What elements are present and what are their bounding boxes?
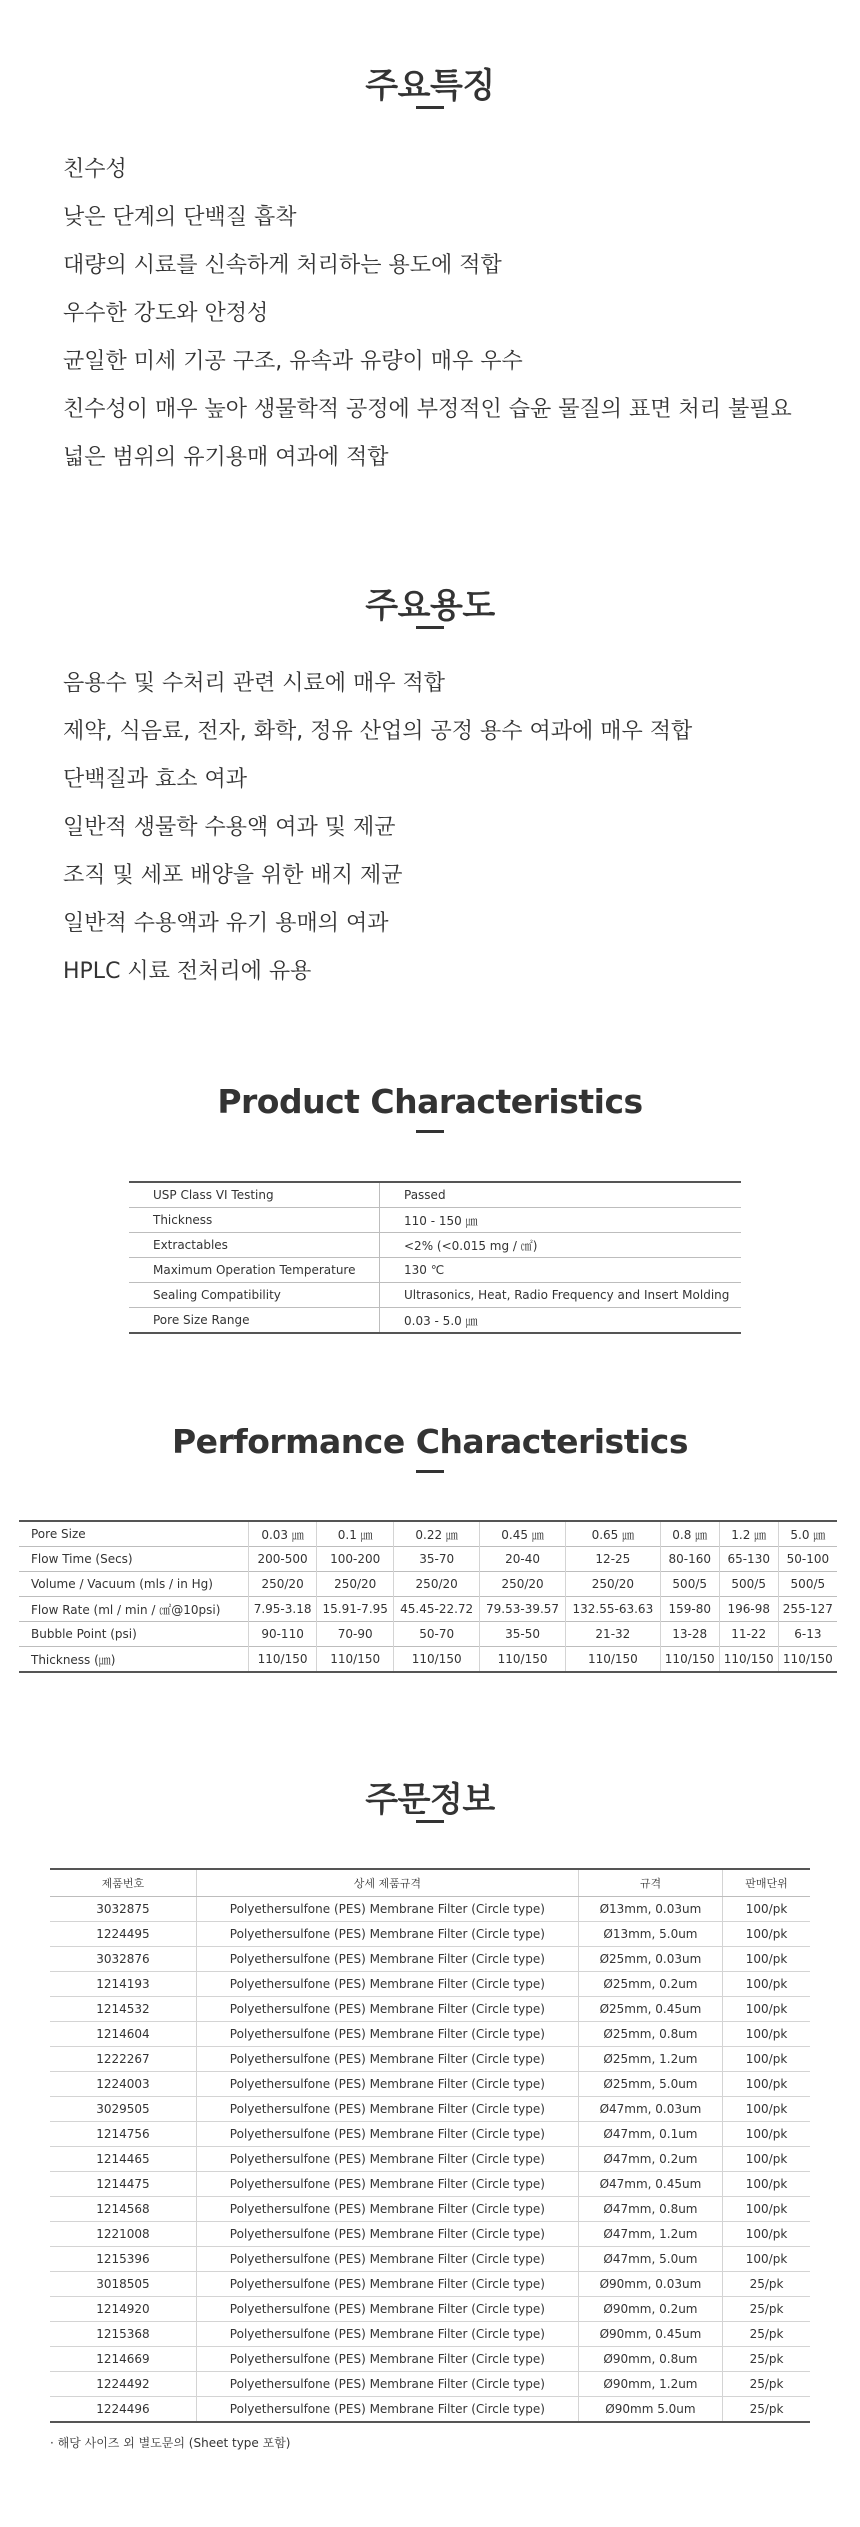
product-size: Ø47mm, 0.45um — [578, 2172, 722, 2197]
performance-characteristics-table — [19, 1520, 837, 1673]
sales-unit: 25/pk — [723, 2347, 810, 2372]
table-row — [50, 2097, 810, 2122]
performance-value: 0.45 ㎛ — [480, 1521, 566, 1547]
product-spec: Polyethersulfone (PES) Membrane Filter (Circle type) — [196, 2347, 578, 2372]
performance-key: Flow Rate (ml / min / ㎠@10psi) — [19, 1597, 249, 1622]
performance-value: 250/20 — [480, 1572, 566, 1597]
performance-value: 255-127 — [778, 1597, 837, 1622]
sales-unit: 100/pk — [723, 2072, 810, 2097]
performance-value: 65-130 — [719, 1547, 778, 1572]
product-spec: Polyethersulfone (PES) Membrane Filter (Circle type) — [196, 1972, 578, 1997]
uses-title: 주요용도 — [365, 586, 495, 626]
features-title: 주요특징 — [365, 66, 495, 106]
performance-value: 70-90 — [317, 1622, 394, 1647]
product-spec: Polyethersulfone (PES) Membrane Filter (Circle type) — [196, 2047, 578, 2072]
product-key: Extractables — [129, 1233, 380, 1258]
product-spec: Polyethersulfone (PES) Membrane Filter (Circle type) — [196, 2097, 578, 2122]
performance-key: Volume / Vacuum (mls / in Hg) — [19, 1572, 249, 1597]
performance-value: 1.2 ㎛ — [719, 1521, 778, 1547]
sales-unit: 100/pk — [723, 2122, 810, 2147]
product-spec: Polyethersulfone (PES) Membrane Filter (Circle type) — [196, 2172, 578, 2197]
performance-value: 90-110 — [249, 1622, 317, 1647]
table-row — [50, 2197, 810, 2222]
uses-item: 조직 및 세포 배양을 위한 배지 제균 — [63, 863, 403, 888]
performance-value: 100-200 — [317, 1547, 394, 1572]
uses-item: HPLC 시료 전처리에 유용 — [63, 959, 312, 984]
product-spec: Polyethersulfone (PES) Membrane Filter (Circle type) — [196, 2197, 578, 2222]
product-size: Ø47mm, 0.8um — [578, 2197, 722, 2222]
product-number: 1224495 — [50, 1922, 196, 1947]
sales-unit: 25/pk — [723, 2322, 810, 2347]
table-row — [50, 1897, 810, 1922]
product-spec: Polyethersulfone (PES) Membrane Filter (Circle type) — [196, 2322, 578, 2347]
table-row — [50, 2047, 810, 2072]
product-number: 3032875 — [50, 1897, 196, 1922]
product-key: Thickness — [129, 1208, 380, 1233]
product-key: Pore Size Range — [129, 1308, 380, 1334]
header-product-spec: 상세 제품규격 — [196, 1869, 578, 1897]
table-row — [50, 1972, 810, 1997]
sales-unit: 100/pk — [723, 1922, 810, 1947]
performance-value: 159-80 — [660, 1597, 719, 1622]
features-item: 넓은 범위의 유기용매 여과에 적합 — [63, 445, 389, 470]
table-row — [50, 2122, 810, 2147]
header-size: 규격 — [578, 1869, 722, 1897]
sales-unit: 25/pk — [723, 2297, 810, 2322]
table-row — [50, 2347, 810, 2372]
table-row — [50, 2297, 810, 2322]
product-spec: Polyethersulfone (PES) Membrane Filter (Circle type) — [196, 2272, 578, 2297]
product-number: 1221008 — [50, 2222, 196, 2247]
performance-value: 250/20 — [394, 1572, 480, 1597]
product-value: 110 - 150 ㎛ — [380, 1208, 742, 1233]
product-spec: Polyethersulfone (PES) Membrane Filter (Circle type) — [196, 2372, 578, 2397]
product-size: Ø13mm, 5.0um — [578, 1922, 722, 1947]
performance-value: 35-50 — [480, 1622, 566, 1647]
product-size: Ø13mm, 0.03um — [578, 1897, 722, 1922]
uses-item: 음용수 및 수처리 관련 시료에 매우 적합 — [63, 671, 445, 696]
performance-value: 5.0 ㎛ — [778, 1521, 837, 1547]
performance-value: 0.1 ㎛ — [317, 1521, 394, 1547]
table-row — [50, 2222, 810, 2247]
sales-unit: 100/pk — [723, 2222, 810, 2247]
product-key: Maximum Operation Temperature — [129, 1258, 380, 1283]
uses-item: 제약, 식음료, 전자, 화학, 정유 산업의 공정 용수 여과에 매우 적합 — [63, 719, 693, 744]
sales-unit: 100/pk — [723, 1947, 810, 1972]
performance-value: 196-98 — [719, 1597, 778, 1622]
product-number: 1214568 — [50, 2197, 196, 2222]
performance-value: 0.22 ㎛ — [394, 1521, 480, 1547]
sales-unit: 100/pk — [723, 1997, 810, 2022]
table-row — [50, 2397, 810, 2423]
features-item: 균일한 미세 기공 구조, 유속과 유량이 매우 우수 — [63, 349, 523, 374]
product-number: 1214193 — [50, 1972, 196, 1997]
product-value: 0.03 - 5.0 ㎛ — [380, 1308, 742, 1334]
table-row — [50, 2247, 810, 2272]
product-number: 1214465 — [50, 2147, 196, 2172]
product-size: Ø25mm, 5.0um — [578, 2072, 722, 2097]
performance-value: 200-500 — [249, 1547, 317, 1572]
performance-key: Bubble Point (psi) — [19, 1622, 249, 1647]
product-spec: Polyethersulfone (PES) Membrane Filter (Circle type) — [196, 1922, 578, 1947]
product-number: 1214532 — [50, 1997, 196, 2022]
product-number: 1214669 — [50, 2347, 196, 2372]
order-title: 주문정보 — [365, 1780, 495, 1820]
product-size: Ø90mm, 1.2um — [578, 2372, 722, 2397]
sales-unit: 25/pk — [723, 2397, 810, 2423]
product-size: Ø25mm, 0.2um — [578, 1972, 722, 1997]
table-row — [19, 1622, 837, 1647]
performance-value: 110/150 — [394, 1647, 480, 1673]
product-size: Ø47mm, 5.0um — [578, 2247, 722, 2272]
product-spec: Polyethersulfone (PES) Membrane Filter (Circle type) — [196, 2122, 578, 2147]
performance-key: Thickness (㎛) — [19, 1647, 249, 1673]
product-value: <2% (<0.015 mg / ㎠) — [380, 1233, 742, 1258]
product-spec: Polyethersulfone (PES) Membrane Filter (Circle type) — [196, 2072, 578, 2097]
performance-value: 132.55-63.63 — [566, 1597, 661, 1622]
performance-value: 250/20 — [566, 1572, 661, 1597]
performance-value: 500/5 — [778, 1572, 837, 1597]
performance-value: 500/5 — [719, 1572, 778, 1597]
uses-list — [63, 660, 692, 996]
performance-value: 20-40 — [480, 1547, 566, 1572]
sales-unit: 100/pk — [723, 2147, 810, 2172]
product-size: Ø90mm 5.0um — [578, 2397, 722, 2423]
table-row — [129, 1208, 741, 1233]
performance-value: 110/150 — [480, 1647, 566, 1673]
product-number: 3032876 — [50, 1947, 196, 1972]
sales-unit: 100/pk — [723, 2022, 810, 2047]
performance-value: 110/150 — [719, 1647, 778, 1673]
performance-title-underline — [416, 1470, 444, 1473]
table-row — [50, 2147, 810, 2172]
product-spec: Polyethersulfone (PES) Membrane Filter (Circle type) — [196, 1897, 578, 1922]
table-row — [19, 1597, 837, 1622]
product-number: 1214475 — [50, 2172, 196, 2197]
product-number: 1214604 — [50, 2022, 196, 2047]
product-title: Product Characteristics — [217, 1082, 643, 1121]
product-spec: Polyethersulfone (PES) Membrane Filter (Circle type) — [196, 2297, 578, 2322]
product-spec: Polyethersulfone (PES) Membrane Filter (Circle type) — [196, 2147, 578, 2172]
performance-value: 110/150 — [317, 1647, 394, 1673]
order-note: · 해당 사이즈 외 별도문의 (Sheet type 포함) — [50, 2436, 291, 2450]
product-size: Ø47mm, 0.2um — [578, 2147, 722, 2172]
product-title-underline — [416, 1130, 444, 1133]
sales-unit: 100/pk — [723, 2047, 810, 2072]
product-spec: Polyethersulfone (PES) Membrane Filter (Circle type) — [196, 2222, 578, 2247]
performance-value: 80-160 — [660, 1547, 719, 1572]
product-spec: Polyethersulfone (PES) Membrane Filter (Circle type) — [196, 1997, 578, 2022]
product-size: Ø25mm, 0.45um — [578, 1997, 722, 2022]
product-size: Ø25mm, 0.03um — [578, 1947, 722, 1972]
performance-value: 12-25 — [566, 1547, 661, 1572]
table-row — [50, 1947, 810, 1972]
performance-key: Flow Time (Secs) — [19, 1547, 249, 1572]
product-number: 3018505 — [50, 2272, 196, 2297]
performance-value: 35-70 — [394, 1547, 480, 1572]
sales-unit: 100/pk — [723, 2172, 810, 2197]
performance-value: 45.45-22.72 — [394, 1597, 480, 1622]
product-number: 1214756 — [50, 2122, 196, 2147]
performance-value: 500/5 — [660, 1572, 719, 1597]
uses-title-underline — [416, 626, 444, 629]
performance-value: 15.91-7.95 — [317, 1597, 394, 1622]
features-item: 낮은 단계의 단백질 흡착 — [63, 205, 297, 230]
performance-value: 0.03 ㎛ — [249, 1521, 317, 1547]
table-row — [50, 2072, 810, 2097]
product-spec: Polyethersulfone (PES) Membrane Filter (Circle type) — [196, 2022, 578, 2047]
product-size: Ø47mm, 0.03um — [578, 2097, 722, 2122]
table-row — [19, 1547, 837, 1572]
product-number: 1224496 — [50, 2397, 196, 2423]
performance-value: 6-13 — [778, 1622, 837, 1647]
table-row — [50, 1922, 810, 1947]
table-row — [129, 1308, 741, 1334]
table-row — [50, 2372, 810, 2397]
product-value: Passed — [380, 1182, 742, 1208]
product-size: Ø90mm, 0.8um — [578, 2347, 722, 2372]
table-header-row — [50, 1869, 810, 1897]
product-value: Ultrasonics, Heat, Radio Frequency and Insert Molding — [380, 1283, 742, 1308]
uses-item: 단백질과 효소 여과 — [63, 767, 248, 792]
performance-value: 0.65 ㎛ — [566, 1521, 661, 1547]
performance-value: 250/20 — [317, 1572, 394, 1597]
product-size: Ø90mm, 0.2um — [578, 2297, 722, 2322]
table-row — [19, 1647, 837, 1673]
table-row — [129, 1182, 741, 1208]
performance-value: 110/150 — [249, 1647, 317, 1673]
table-row — [50, 2172, 810, 2197]
performance-value: 11-22 — [719, 1622, 778, 1647]
performance-value: 250/20 — [249, 1572, 317, 1597]
product-number: 1222267 — [50, 2047, 196, 2072]
sales-unit: 100/pk — [723, 1972, 810, 1997]
product-number: 3029505 — [50, 2097, 196, 2122]
header-product-number: 제품번호 — [50, 1869, 196, 1897]
table-row — [50, 2322, 810, 2347]
order-info-table — [50, 1868, 810, 2423]
product-size: Ø90mm, 0.45um — [578, 2322, 722, 2347]
features-item: 우수한 강도와 안정성 — [63, 301, 269, 326]
product-size: Ø25mm, 0.8um — [578, 2022, 722, 2047]
table-row — [129, 1233, 741, 1258]
performance-value: 50-100 — [778, 1547, 837, 1572]
performance-value: 50-70 — [394, 1622, 480, 1647]
features-title-underline — [416, 106, 444, 109]
table-row — [50, 2272, 810, 2297]
product-size: Ø25mm, 1.2um — [578, 2047, 722, 2072]
order-title-underline — [416, 1820, 444, 1823]
performance-value: 110/150 — [566, 1647, 661, 1673]
performance-value: 0.8 ㎛ — [660, 1521, 719, 1547]
performance-value: 7.95-3.18 — [249, 1597, 317, 1622]
product-value: 130 ℃ — [380, 1258, 742, 1283]
product-size: Ø47mm, 1.2um — [578, 2222, 722, 2247]
table-row — [50, 1997, 810, 2022]
table-row — [19, 1521, 837, 1547]
uses-item: 일반적 수용액과 유기 용매의 여과 — [63, 911, 389, 936]
table-row — [129, 1258, 741, 1283]
performance-value: 110/150 — [660, 1647, 719, 1673]
product-number: 1224003 — [50, 2072, 196, 2097]
product-characteristics-table — [129, 1181, 741, 1334]
table-row — [50, 2022, 810, 2047]
product-key: USP Class VI Testing — [129, 1182, 380, 1208]
product-number: 1215396 — [50, 2247, 196, 2272]
product-spec: Polyethersulfone (PES) Membrane Filter (Circle type) — [196, 1947, 578, 1972]
performance-value: 79.53-39.57 — [480, 1597, 566, 1622]
product-number: 1224492 — [50, 2372, 196, 2397]
features-item: 친수성이 매우 높아 생물학적 공정에 부정적인 습윤 물질의 표면 처리 불필요 — [63, 397, 792, 422]
product-key: Sealing Compatibility — [129, 1283, 380, 1308]
performance-value: 13-28 — [660, 1622, 719, 1647]
sales-unit: 100/pk — [723, 2247, 810, 2272]
product-size: Ø90mm, 0.03um — [578, 2272, 722, 2297]
performance-key: Pore Size — [19, 1521, 249, 1547]
header-sales-unit: 판매단위 — [723, 1869, 810, 1897]
features-item: 친수성 — [63, 157, 127, 182]
product-number: 1214920 — [50, 2297, 196, 2322]
product-spec: Polyethersulfone (PES) Membrane Filter (Circle type) — [196, 2397, 578, 2423]
product-size: Ø47mm, 0.1um — [578, 2122, 722, 2147]
sales-unit: 100/pk — [723, 1897, 810, 1922]
table-row — [129, 1283, 741, 1308]
sales-unit: 25/pk — [723, 2372, 810, 2397]
table-row — [19, 1572, 837, 1597]
product-spec: Polyethersulfone (PES) Membrane Filter (Circle type) — [196, 2247, 578, 2272]
performance-title: Performance Characteristics — [172, 1422, 688, 1461]
uses-item: 일반적 생물학 수용액 여과 및 제균 — [63, 815, 396, 840]
features-item: 대량의 시료를 신속하게 처리하는 용도에 적합 — [63, 253, 502, 278]
sales-unit: 100/pk — [723, 2097, 810, 2122]
performance-value: 21-32 — [566, 1622, 661, 1647]
performance-value: 110/150 — [778, 1647, 837, 1673]
sales-unit: 25/pk — [723, 2272, 810, 2297]
features-list — [63, 146, 792, 482]
sales-unit: 100/pk — [723, 2197, 810, 2222]
product-number: 1215368 — [50, 2322, 196, 2347]
